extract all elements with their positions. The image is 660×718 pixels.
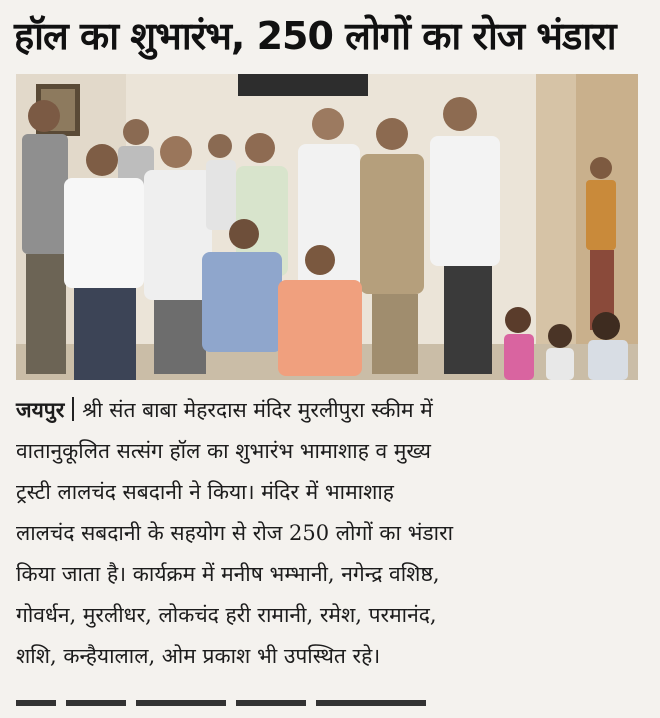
dateline-separator xyxy=(72,397,74,421)
body-line-3: ट्रस्टी लालचंद सबदानी ने किया। मंदिर में भामाशाह xyxy=(16,480,394,504)
body-line-4: लालचंद सबदानी के सहयोग से रोज 250 लोगों का भंडारा xyxy=(16,521,454,545)
dateline: जयपुर xyxy=(16,398,65,422)
group-photo xyxy=(16,74,638,380)
body-line-5: किया जाता है। कार्यक्रम में मनीष भम्भानी, नगेन्द्र वशिष्ठ, xyxy=(16,562,440,586)
group-photo-illustration xyxy=(16,74,638,380)
body-line-6: गोवर्धन, मुरलीधर, लोकचंद हरी रामानी, रमेश, परमानंद, xyxy=(16,603,437,627)
article-body xyxy=(16,390,644,677)
next-article-cutoff xyxy=(16,700,644,718)
headline: हॉल का शुभारंभ, 250 लोगों का रोज भंडारा xyxy=(14,14,616,58)
body-line-1-text: श्री संत बाबा मेहरदास मंदिर मुरलीपुरा स्कीम में xyxy=(82,398,433,422)
body-line-7: शशि, कन्हैयालाल, ओम प्रकाश भी उपस्थित रहे। xyxy=(16,644,381,668)
body-line-1 xyxy=(16,390,644,431)
body-line-2: वातानुकूलित सत्संग हॉल का शुभारंभ भामाशाह व मुख्य xyxy=(16,439,431,463)
